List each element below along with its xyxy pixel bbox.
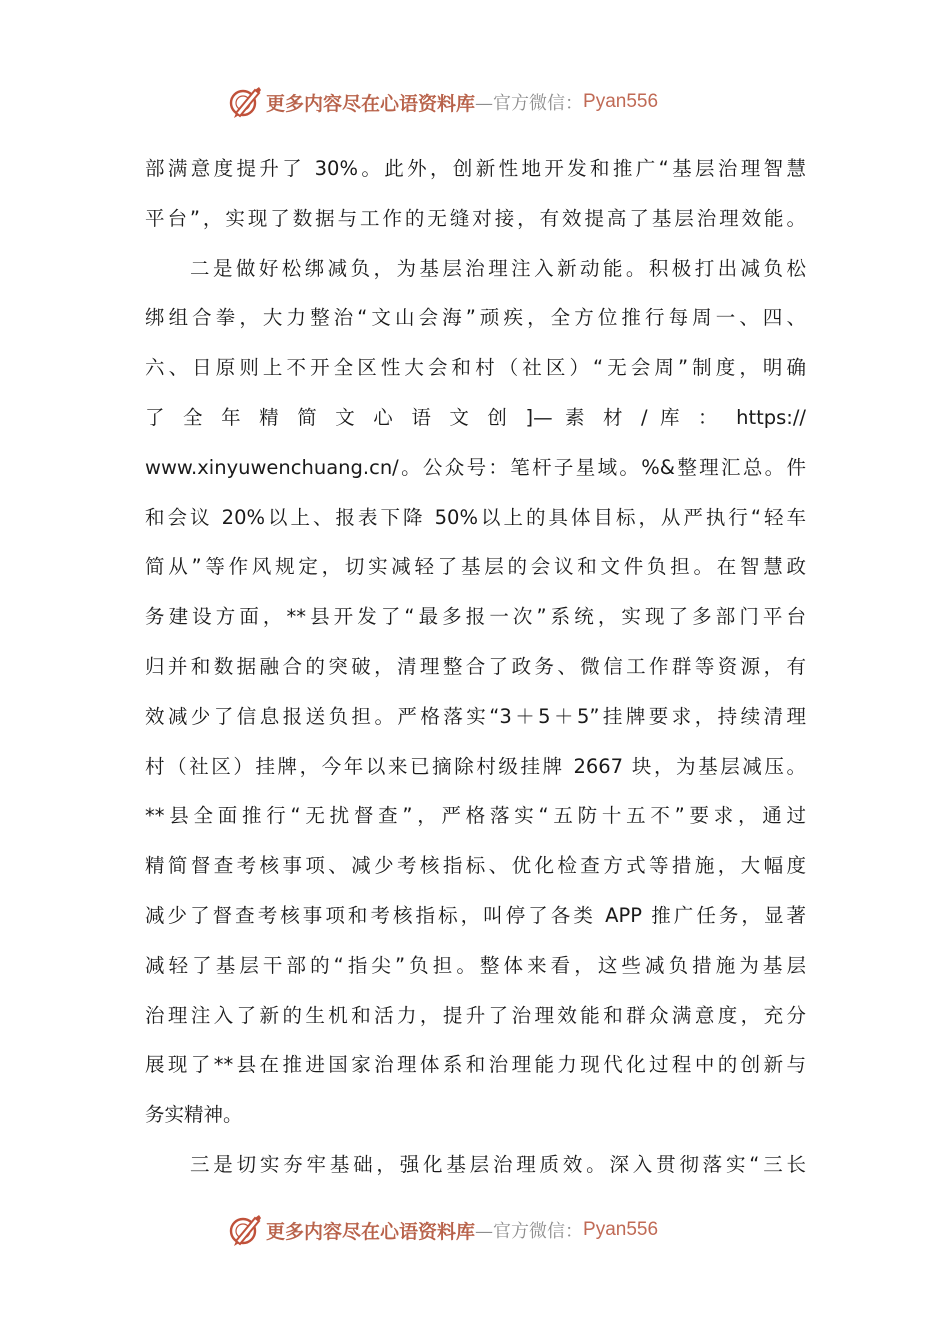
- text-line: **县全面推行“无扰督查”，严格落实“五防十五不”要求，通过: [145, 804, 806, 828]
- footer-banner: [228, 1210, 748, 1250]
- document-body: [145, 150, 806, 1196]
- text-line: 治理注入了新的生机和活力，提升了治理效能和群众满意度，充分: [145, 1003, 806, 1027]
- header-title: 更多内容尽在心语资料库: [266, 92, 476, 115]
- footer-title: 更多内容尽在心语资料库: [266, 1220, 476, 1243]
- footer-wechat-id: Pyan556: [583, 1219, 659, 1240]
- text-line: 展现了**县在推进国家治理体系和治理能力现代化过程中的创新与: [145, 1053, 806, 1077]
- text-line: 效减少了信息报送负担。严格落实“3＋5＋5”挂牌要求，持续清理: [145, 704, 806, 728]
- header-subtitle: —官方微信：: [475, 93, 584, 114]
- paragraph-start-line: 二是做好松绑减负，为基层治理注入新动能。积极打出减负松: [190, 256, 806, 280]
- text-line: 部满意度提升了 30%。此外，创新性地开发和推广“基层治理智慧: [145, 157, 806, 180]
- text-line: 精简督查考核事项、减少考核指标、优化检查方式等措施，大幅度: [145, 854, 806, 878]
- text-line: 减少了督查考核事项和考核指标，叫停了各类 APP 推广任务，显著: [145, 903, 806, 927]
- text-line: 平台”，实现了数据与工作的无缝对接，有效提高了基层治理效能。: [145, 206, 806, 230]
- text-line: 归并和数据融合的突破，清理整合了政务、微信工作群等资源，有: [145, 654, 806, 678]
- header-wechat-id: Pyan556: [583, 91, 659, 112]
- text-line: 村（社区）挂牌，今年以来已摘除村级挂牌 2667 块，为基层减压。: [145, 754, 806, 778]
- paragraph-end-line: 务实精神。: [145, 1103, 243, 1127]
- header-banner: [228, 82, 748, 122]
- text-line: 简从”等作风规定，切实减轻了基层的会议和文件负担。在智慧政: [145, 555, 806, 579]
- text-line: 绑组合拳，大力整治“文山会海”顽疾，全方位推行每周一、四、: [145, 306, 806, 330]
- text-line: www.xinyuwenchuang.cn/。公众号：笔杆子星域。%&整理汇总。件: [145, 455, 806, 479]
- pen-logo-icon: [228, 1213, 262, 1247]
- text-line: 务建设方面，**县开发了“最多报一次”系统，实现了多部门平台: [145, 605, 806, 629]
- text-line: 了 全 年 精 简 文 心 语 文 创 ]— 素 材 / 库 ： https://: [145, 405, 806, 429]
- text-line: 减轻了基层干部的“指尖”负担。整体来看，这些减负措施为基层: [145, 953, 806, 977]
- text-line: 和会议 20%以上、报表下降 50%以上的具体目标，从严执行“轻车: [145, 505, 806, 529]
- paragraph-start-line: 三是切实夯牢基础，强化基层治理质效。深入贯彻落实“三长: [190, 1152, 806, 1176]
- footer-subtitle: —官方微信：: [475, 1221, 584, 1242]
- text-line: 六、日原则上不开全区性大会和村（社区）“无会周”制度，明确: [145, 356, 806, 380]
- pen-logo-icon: [228, 85, 262, 119]
